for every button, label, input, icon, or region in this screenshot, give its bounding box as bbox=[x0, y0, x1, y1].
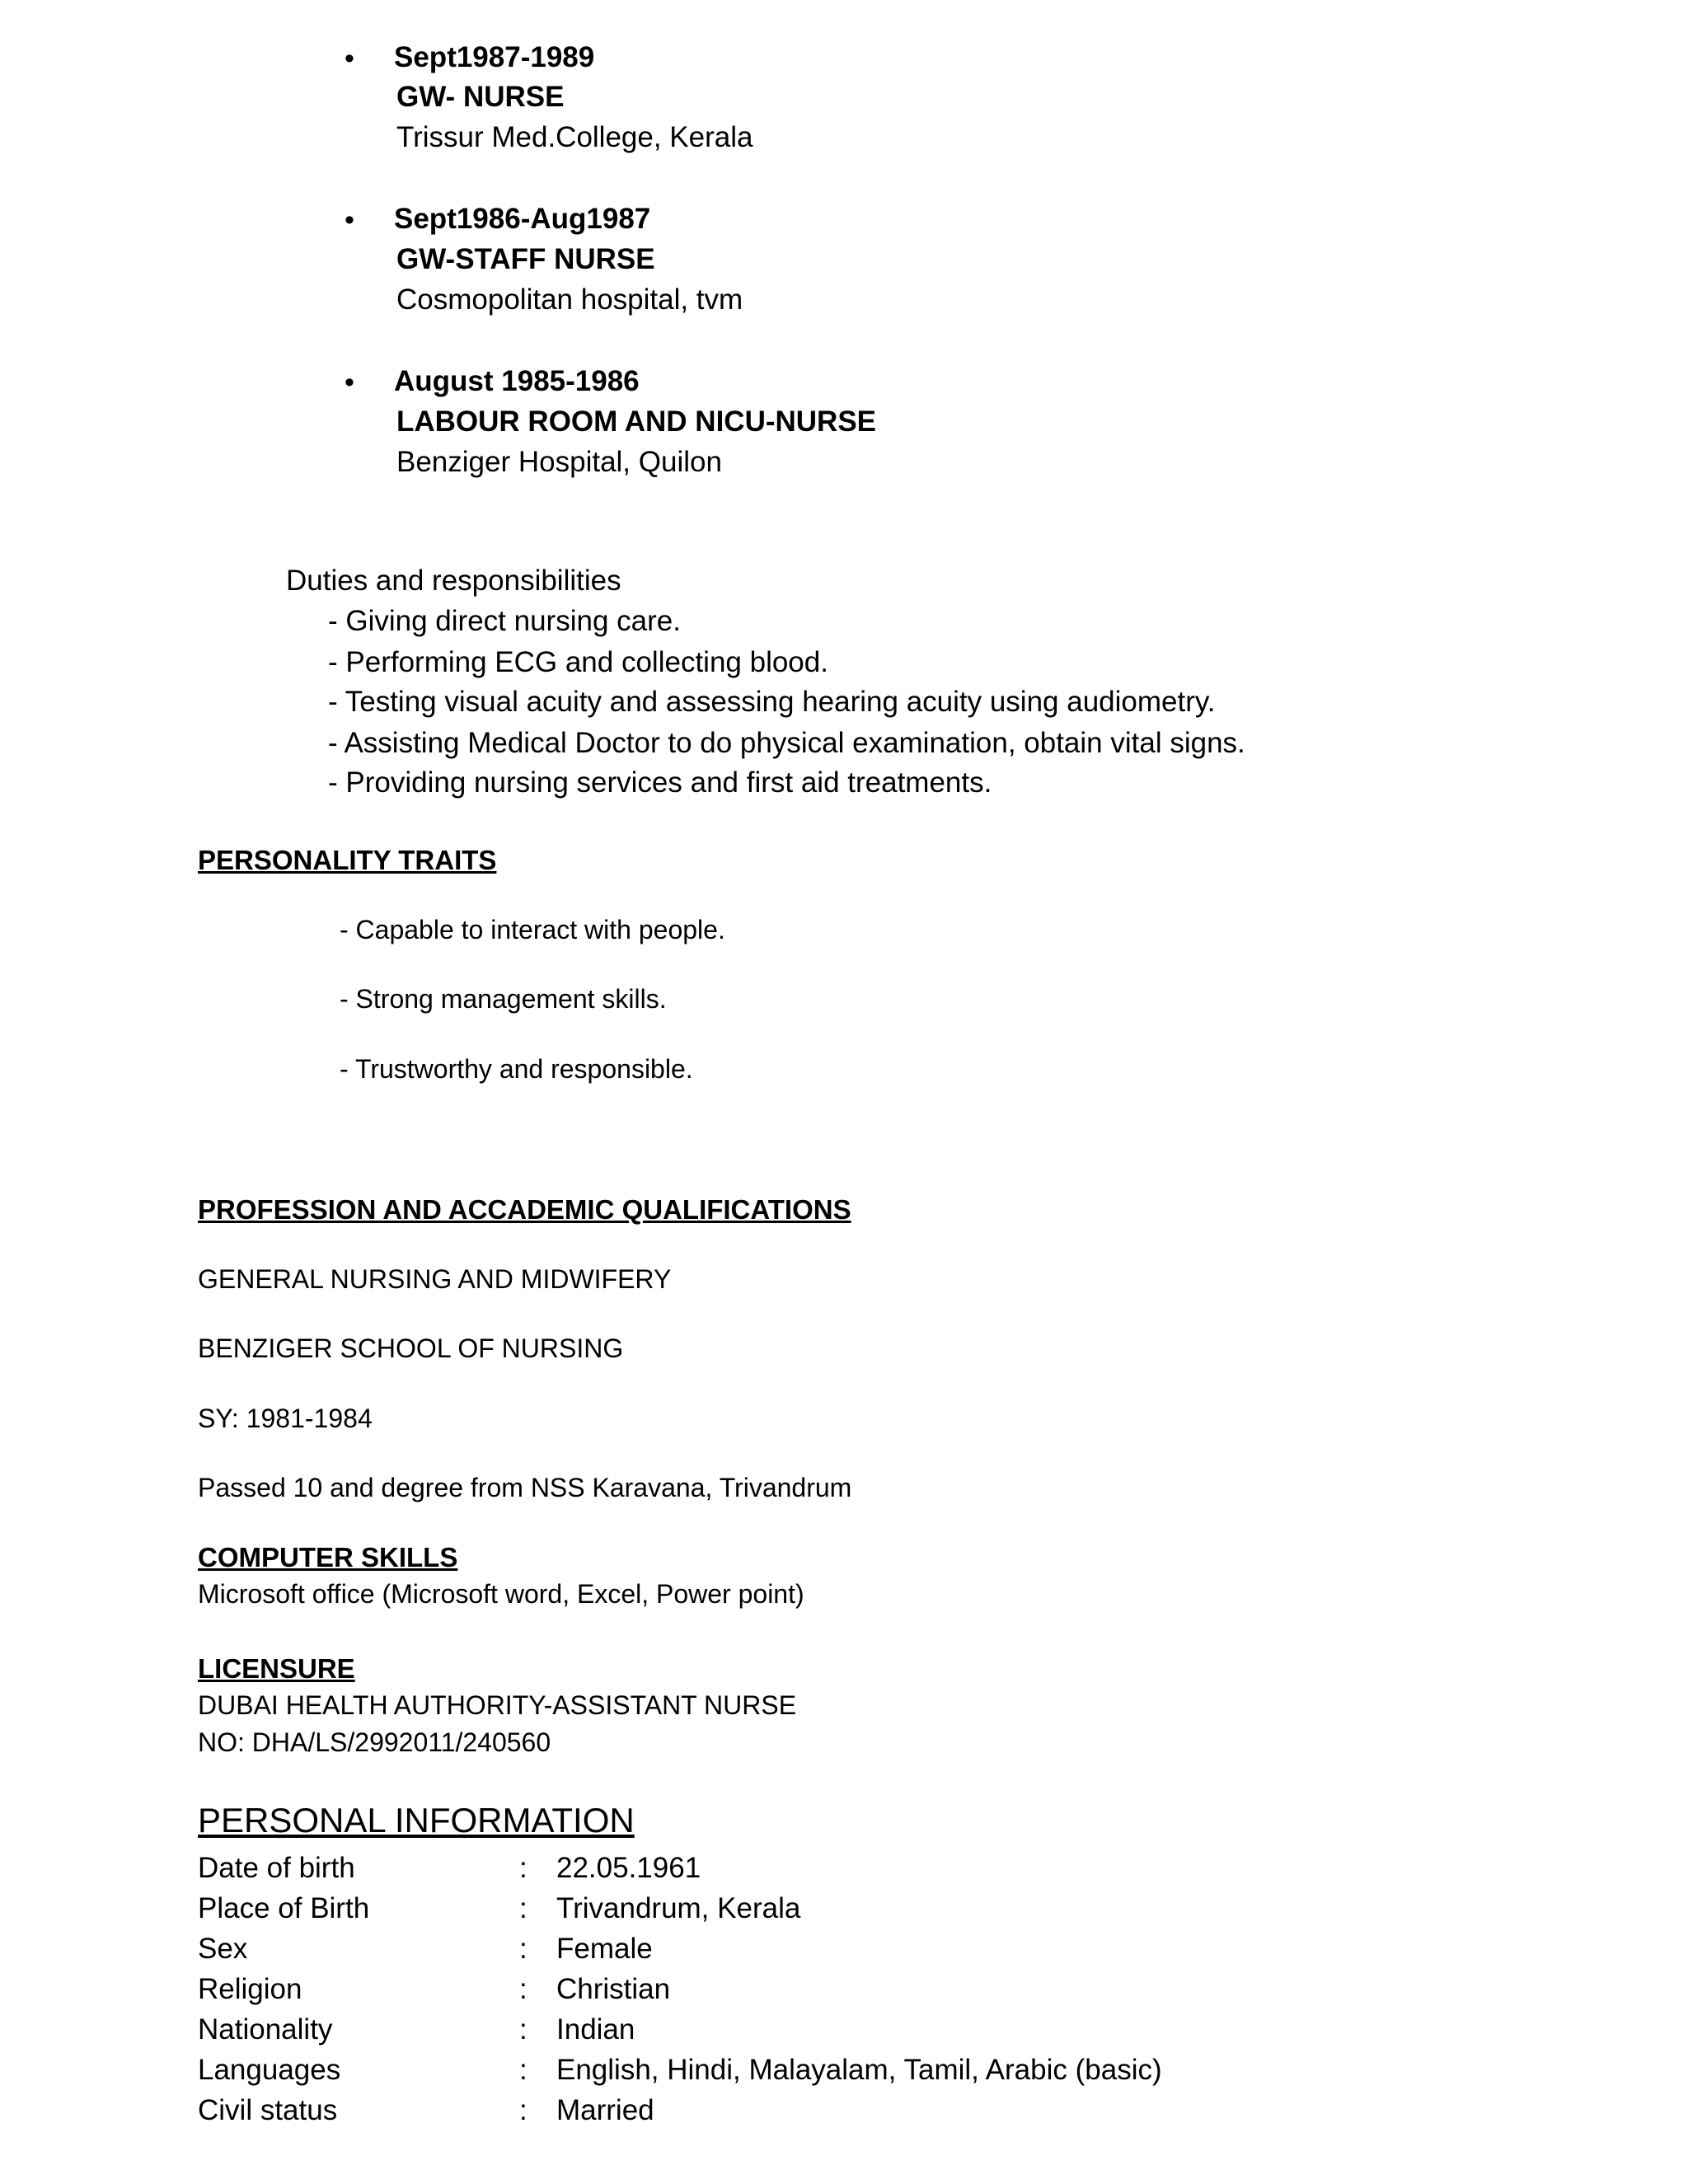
pi-label: Civil status bbox=[198, 2094, 338, 2126]
job-place: Cosmopolitan hospital, tvm bbox=[396, 284, 743, 316]
pi-value: Trivandrum, Kerala bbox=[556, 1892, 801, 1924]
qualification-line: GENERAL NURSING AND MIDWIFERY bbox=[198, 1264, 672, 1294]
duties-heading: Duties and responsibilities bbox=[286, 565, 621, 597]
trait-item: - Capable to interact with people. bbox=[340, 915, 725, 944]
pi-value: Female bbox=[556, 1933, 653, 1965]
job-title: GW- NURSE bbox=[396, 81, 565, 113]
pi-colon: : bbox=[519, 1973, 528, 2005]
bullet-icon: • bbox=[345, 367, 354, 398]
pi-label: Languages bbox=[198, 2054, 341, 2086]
pi-colon: : bbox=[519, 2094, 528, 2126]
licensure-line: DUBAI HEALTH AUTHORITY-ASSISTANT NURSE bbox=[198, 1690, 797, 1720]
job-title: LABOUR ROOM AND NICU-NURSE bbox=[396, 405, 877, 438]
pi-label: Place of Birth bbox=[198, 1892, 370, 1924]
job-title: GW-STAFF NURSE bbox=[396, 243, 655, 275]
job-place: Benziger Hospital, Quilon bbox=[396, 446, 722, 478]
job-date: Sept1986-Aug1987 bbox=[394, 203, 651, 235]
job-date: Sept1987-1989 bbox=[394, 41, 595, 73]
licensure-heading: LICENSURE bbox=[198, 1653, 355, 1684]
trait-item: - Trustworthy and responsible. bbox=[340, 1054, 693, 1084]
qualifications-heading: PROFESSION AND ACCADEMIC QUALIFICATIONS bbox=[198, 1194, 851, 1225]
personal-info-heading: PERSONAL INFORMATION bbox=[198, 1801, 635, 1840]
pi-value: Married bbox=[556, 2094, 654, 2126]
pi-label: Religion bbox=[198, 1973, 302, 2005]
computer-skills-text: Microsoft office (Microsoft word, Excel, Power point) bbox=[198, 1579, 804, 1609]
bullet-icon: • bbox=[345, 204, 354, 236]
pi-colon: : bbox=[519, 2054, 528, 2086]
bullet-icon: • bbox=[345, 43, 354, 74]
pi-colon: : bbox=[519, 1933, 528, 1965]
pi-value: Christian bbox=[556, 1973, 671, 2005]
pi-colon: : bbox=[519, 1852, 528, 1884]
duty-item: - Testing visual acuity and assessing hearing acuity using audiometry. bbox=[328, 686, 1216, 718]
qualification-line: Passed 10 and degree from NSS Karavana, Trivandrum bbox=[198, 1473, 852, 1502]
pi-label: Nationality bbox=[198, 2013, 333, 2046]
job-date: August 1985-1986 bbox=[394, 365, 640, 397]
computer-skills-heading: COMPUTER SKILLS bbox=[198, 1542, 458, 1572]
pi-value: English, Hindi, Malayalam, Tamil, Arabic (basic) bbox=[556, 2054, 1162, 2086]
qualification-line: SY: 1981-1984 bbox=[198, 1404, 373, 1433]
pi-value: 22.05.1961 bbox=[556, 1852, 701, 1884]
duty-item: - Providing nursing services and first aid treatments. bbox=[328, 766, 992, 799]
qualification-line: BENZIGER SCHOOL OF NURSING bbox=[198, 1333, 624, 1363]
duty-item: - Performing ECG and collecting blood. bbox=[328, 646, 828, 678]
duty-item: - Giving direct nursing care. bbox=[328, 605, 681, 637]
pi-label: Date of birth bbox=[198, 1852, 355, 1884]
personality-heading: PERSONALITY TRAITS bbox=[198, 845, 497, 875]
job-place: Trissur Med.College, Kerala bbox=[396, 121, 753, 153]
pi-value: Indian bbox=[556, 2013, 635, 2046]
trait-item: - Strong management skills. bbox=[340, 984, 667, 1014]
pi-label: Sex bbox=[198, 1933, 248, 1965]
licensure-number: NO: DHA/LS/2992011/240560 bbox=[198, 1727, 551, 1757]
duty-item: - Assisting Medical Doctor to do physical examination, obtain vital signs. bbox=[328, 727, 1245, 759]
pi-colon: : bbox=[519, 1892, 528, 1924]
pi-colon: : bbox=[519, 2013, 528, 2046]
